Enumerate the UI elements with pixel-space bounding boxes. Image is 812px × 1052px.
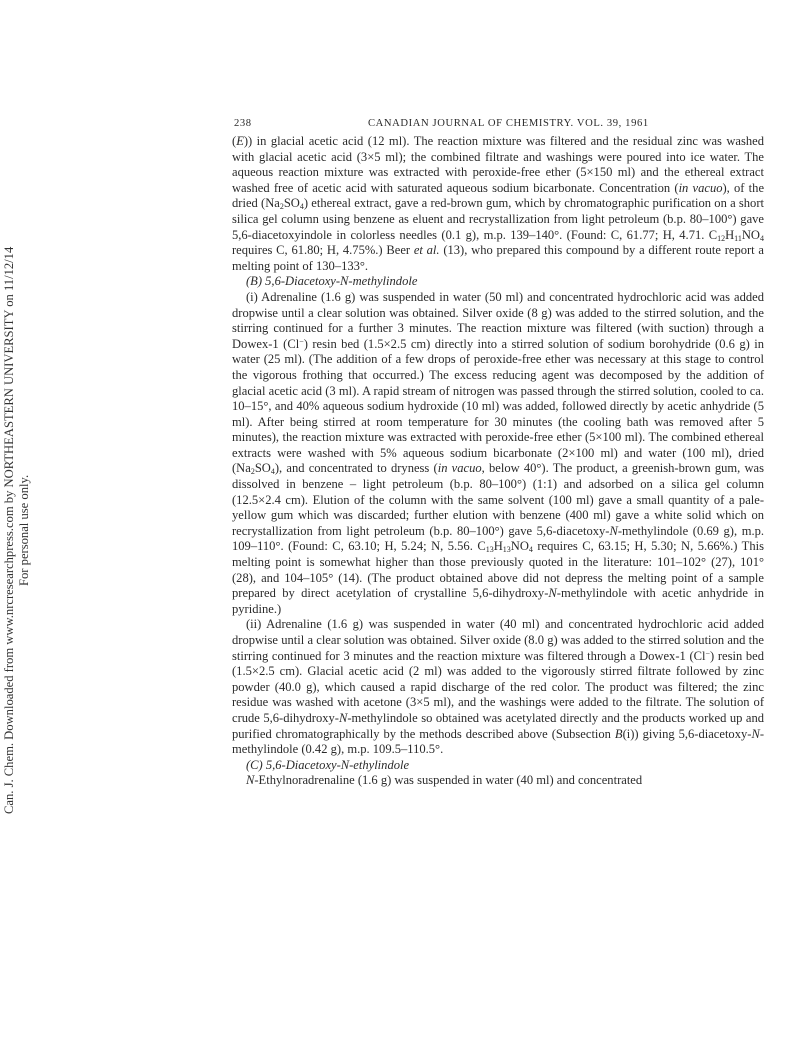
download-watermark <box>2 220 32 840</box>
section-heading: (C) 5,6-Diacetoxy-N-ethylindole <box>246 757 410 772</box>
running-header <box>232 116 764 134</box>
download-watermark-line: Can. J. Chem. Downloaded from www.nrcresearchpress.com by NORTHEASTERN UNIVERSITY on 11/12/14 <box>2 246 16 814</box>
body-paragraph: N-Ethylnoradrenaline (1.6 g) was suspended in water (40 ml) and concentrated <box>246 773 643 788</box>
body-paragraph: (E)) in glacial acetic acid (12 ml). The reaction mixture was filtered and the residual zinc was washed with glacial acetic acid (3×5 ml); the combined filtrate and washings were poured into ice water. The aqueous reaction mixture was extracted with peroxide-free ether (5×150 ml) and the ethereal extract washed free of acetic acid with saturated aqueous sodium bicarbonate. Concentration (in vacuo), of the dried $(Na_2SO_4)$ ethereal extract, gave a red-brown gum, which by chromatographic purification on a short silica gel column using benzene as eluent and recrystallization from light petroleum (b.p. 80–100°) gave 5,6-diacetoxyindole in colorless needles (0.1 g), m.p. 139–140°. (Found: C, 61.77; H, 4.71. $C_{12}H_{11}NO_4$ requires C, 61.80; H, 4.75%.) Beer et al. (13), who prepared this compound by a different route report a melting point of 130–133°. <box>232 134 765 273</box>
body-paragraph: (ii) Adrenaline (1.6 g) was suspended in water (40 ml) and concentrated hydrochloric acid added dropwise until a clear solution was obtained. Silver oxide (8.0 g) was added to the stirred solution and the stirring continued for 3 minutes and the reaction mixture was filtered through a Dowex-1 (Cl−) resin bed (1.5×2.5 cm). Glacial acetic acid (2 ml) was added to the vigorously stirred filtrate followed by zinc powder (40.0 g), which caused a rapid discharge of the red color. The product was filtered; the zinc residue was washed with acetone (3×5 ml), and the washings were added to the filtrate. The solution of crude 5,6-dihydroxy-N-methylindole so obtained was acetylated directly and the products worked up and purified chromatographically by the methods described above (Subsection B(i)) giving 5,6-diacetoxy-N-methylindole (0.42 g), m.p. 109.5–110.5°. <box>232 617 764 757</box>
journal-title: CANADIAN JOURNAL OF CHEMISTRY. VOL. 39, 1961 <box>368 118 649 129</box>
page-number: 238 <box>234 118 252 129</box>
personal-use-notice: For personal use only. <box>17 474 31 586</box>
section-heading: (B) 5,6-Diacetoxy-N-methylindole <box>246 274 418 289</box>
article-body <box>232 134 764 789</box>
body-paragraph: (i) Adrenaline (1.6 g) was suspended in water (50 ml) and concentrated hydrochloric acid was added dropwise until a clear solution was obtained. Silver oxide (8 g) was added to the stirred solution, and the stirring continued for a further 3 minutes. The reaction mixture was filtered (with suction) through a Dowex-1 (Cl−) resin bed (1.5×2.5 cm) directly into a stirred solution of sodium borohydride (0.6 g) in water (25 ml). (The addition of a few drops of peroxide-free ether was necessary at this stage to control the vigorous frothing that occurred.) The excess reducing agent was decomposed by the addition of glacial acetic acid (3 ml). A rapid stream of nitrogen was passed through the stirred solution, cooled to ca. 10–15°, and 40% aqueous sodium hydroxide (10 ml) was added, followed directly by acetic anhydride (5 ml). After being stirred at room temperature for 30 minutes (the cooling bath was removed after 5 minutes), the reaction mixture was extracted with peroxide-free ether (5×100 ml). The combined ethereal extracts were washed with 5% aqueous sodium bicarbonate (2×100 ml) and water (100 ml), dried $(Na_2SO_4)$, and concentrated to dryness (in vacuo, below 40°). The product, a greenish-brown gum, was dissolved in benzene – light petroleum (b.p. 80–100°) (1:1) and adsorbed on a silica gel column (12.5×2.4 cm). Elution of the column with the same solvent (100 ml) gave a small quantity of a pale-yellow gum which was discarded; further elution with benzene (400 ml) gave a white solid which on recrystallization from light petroleum (b.p. 80–100°) gave 5,6-diacetoxy-N-methylindole (0.69 g), m.p. 109–110°. (Found: C, 63.10; H, 5.24; N, 5.56. $C_{13}H_{13}NO_4$ requires C, 63.15; H, 5.30; N, 5.66%.) This melting point is somewhat higher than those previously quoted in the literature: 101–102° (27), 101° (28), and 104–105° (14). (The product obtained above did not depress the melting point of a sample prepared by direct acetylation of crystalline 5,6-dihydroxy-N-methylindole with acetic anhydride in pyridine.) <box>232 289 765 616</box>
journal-page <box>232 116 764 789</box>
